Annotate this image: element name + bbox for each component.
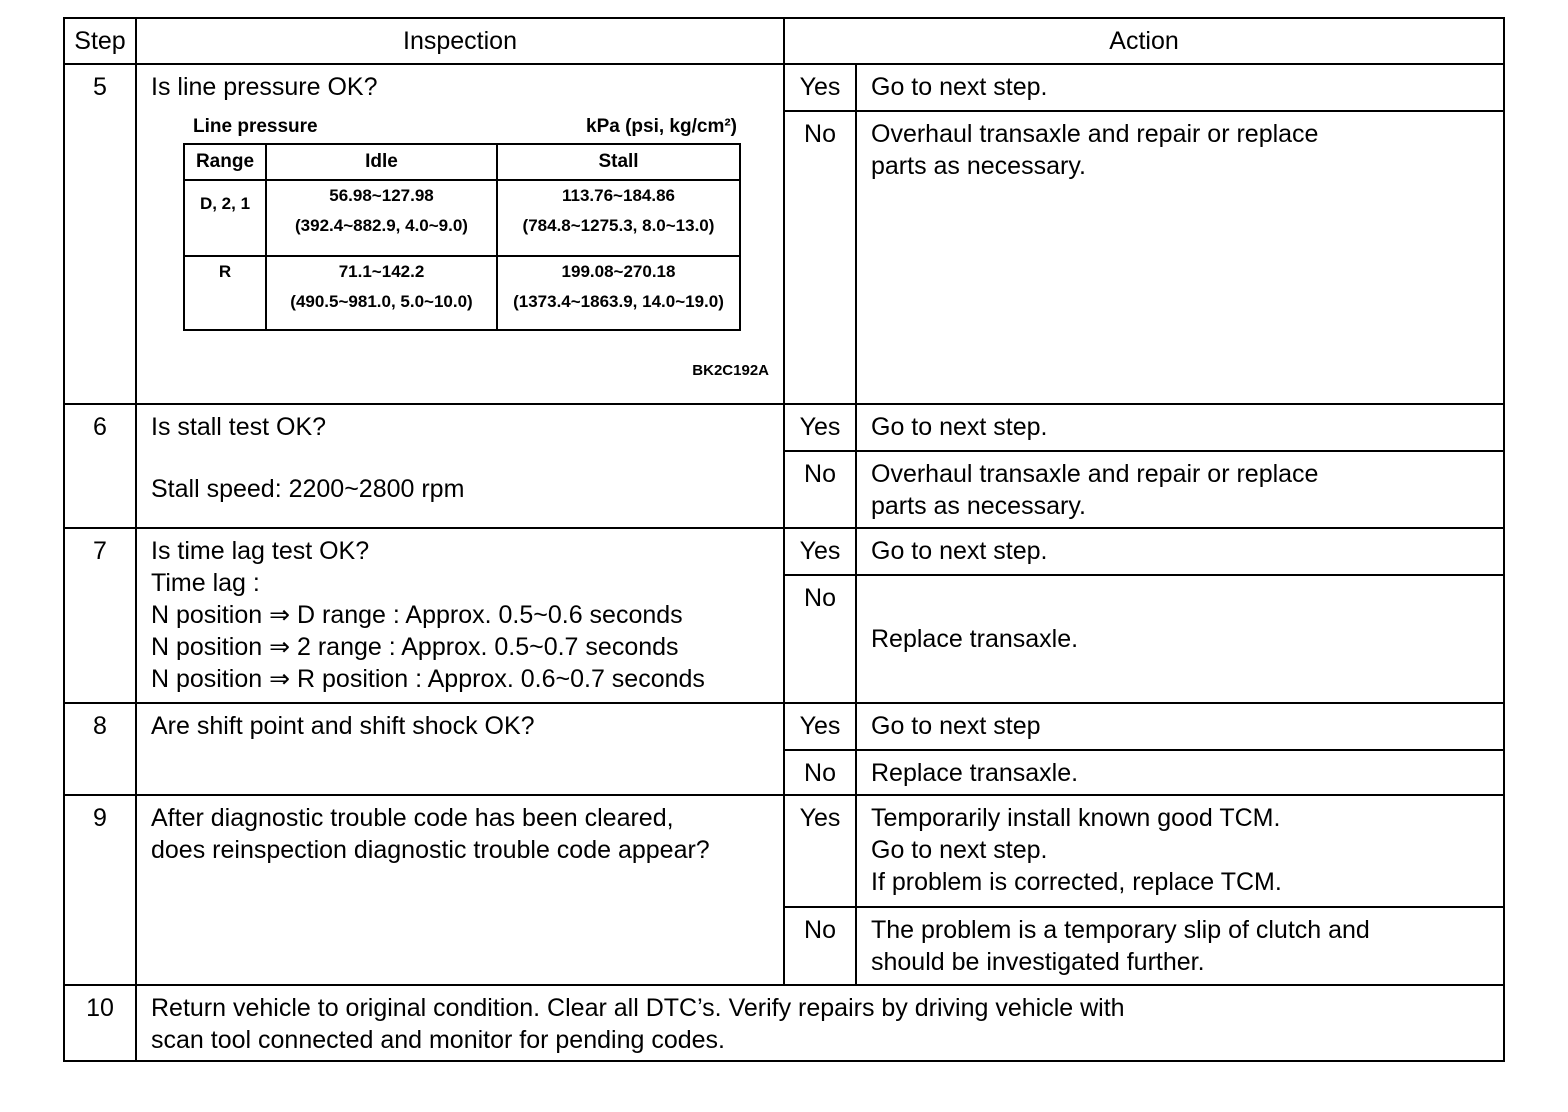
inspection-question: Is stall test OK? xyxy=(151,413,327,441)
yes-action: Go to next step. xyxy=(856,404,1504,451)
inspection-detail: Stall speed: 2200~2800 rpm xyxy=(151,475,465,503)
step-number: 7 xyxy=(64,528,136,703)
range-cell: D, 2, 1 xyxy=(184,180,266,256)
no-action: Overhaul transaxle and repair or replace parts as necessary. xyxy=(856,451,1504,528)
yes-label: Yes xyxy=(784,795,856,907)
step-number: 10 xyxy=(64,985,136,1061)
yes-action: Go to next step xyxy=(856,703,1504,750)
diagnostic-table xyxy=(63,17,1505,1062)
step-number: 8 xyxy=(64,703,136,795)
stall-sub-value: (784.8~1275.3, 8.0~13.0) xyxy=(522,216,715,235)
inspection-cell xyxy=(136,404,784,528)
table-row xyxy=(64,404,1504,451)
idle-value: 71.1~142.2 xyxy=(338,262,425,281)
idle-sub-value: (392.4~882.9, 4.0~9.0) xyxy=(295,216,468,235)
stall-sub-value: (1373.4~1863.9, 14.0~19.0) xyxy=(513,292,724,311)
inspection-header: Inspection xyxy=(136,18,784,64)
line-pressure-row xyxy=(184,256,740,330)
idle-value: 56.98~127.98 xyxy=(329,186,434,205)
line-pressure-table xyxy=(183,143,741,331)
col-range: Range xyxy=(184,144,266,180)
yes-action: Temporarily install known good TCM. Go to next step. If problem is corrected, replace TCM. xyxy=(856,795,1504,907)
table-row xyxy=(64,528,1504,575)
inspection-question: Is line pressure OK? xyxy=(151,73,378,101)
no-label: No xyxy=(784,111,856,404)
yes-label: Yes xyxy=(784,64,856,111)
inspection-cell: Is time lag test OK? Time lag : N position ⇒ D range : Approx. 0.5~0.6 seconds N position ⇒ 2 range : Approx. 0.5~0.7 seconds N position ⇒ R position : Approx. 0.6~0.7 seconds xyxy=(136,528,784,703)
stall-cell xyxy=(497,256,740,330)
yes-label: Yes xyxy=(784,528,856,575)
inspection-cell: Return vehicle to original condition. Clear all DTC’s. Verify repairs by driving vehicle with scan tool connected and monitor for pending codes. xyxy=(136,985,1504,1061)
step-number: 6 xyxy=(64,404,136,528)
stall-value: 199.08~270.18 xyxy=(561,262,676,281)
no-action: Replace transaxle. xyxy=(856,750,1504,795)
line-pressure-title: Line pressure xyxy=(193,116,318,137)
line-pressure-header-row xyxy=(184,144,740,180)
col-stall: Stall xyxy=(497,144,740,180)
action-header: Action xyxy=(784,18,1504,64)
stall-value: 113.76~184.86 xyxy=(562,186,675,205)
yes-label: Yes xyxy=(784,703,856,750)
table-row xyxy=(64,985,1504,1061)
inspection-cell: Are shift point and shift shock OK? xyxy=(136,703,784,795)
table-row xyxy=(64,64,1504,111)
yes-action: Go to next step. xyxy=(856,528,1504,575)
stall-cell xyxy=(497,180,740,256)
table-row xyxy=(64,703,1504,750)
line-pressure-heading xyxy=(151,103,769,143)
yes-label: Yes xyxy=(784,404,856,451)
no-action: Overhaul transaxle and repair or replace parts as necessary. xyxy=(856,111,1504,404)
line-pressure-units: kPa (psi, kg/cm²) xyxy=(586,116,737,137)
idle-cell xyxy=(266,180,497,256)
range-cell: R xyxy=(184,256,266,330)
line-pressure-row xyxy=(184,180,740,256)
inspection-cell xyxy=(136,64,784,404)
no-label: No xyxy=(784,750,856,795)
inspection-cell: After diagnostic trouble code has been cleared, does reinspection diagnostic trouble code appear? xyxy=(136,795,784,985)
step-number: 5 xyxy=(64,64,136,404)
step-number: 9 xyxy=(64,795,136,985)
table-row xyxy=(64,795,1504,907)
no-label: No xyxy=(784,575,856,703)
col-idle: Idle xyxy=(266,144,497,180)
idle-cell xyxy=(266,256,497,330)
header-row xyxy=(64,18,1504,64)
no-label: No xyxy=(784,907,856,985)
step-header: Step xyxy=(64,18,136,64)
no-label: No xyxy=(784,451,856,528)
idle-sub-value: (490.5~981.0, 5.0~10.0) xyxy=(290,292,473,311)
figure-code: BK2C192A xyxy=(692,362,769,379)
no-action: The problem is a temporary slip of clutch and should be investigated further. xyxy=(856,907,1504,985)
yes-action: Go to next step. xyxy=(856,64,1504,111)
no-action: Replace transaxle. xyxy=(856,575,1504,703)
